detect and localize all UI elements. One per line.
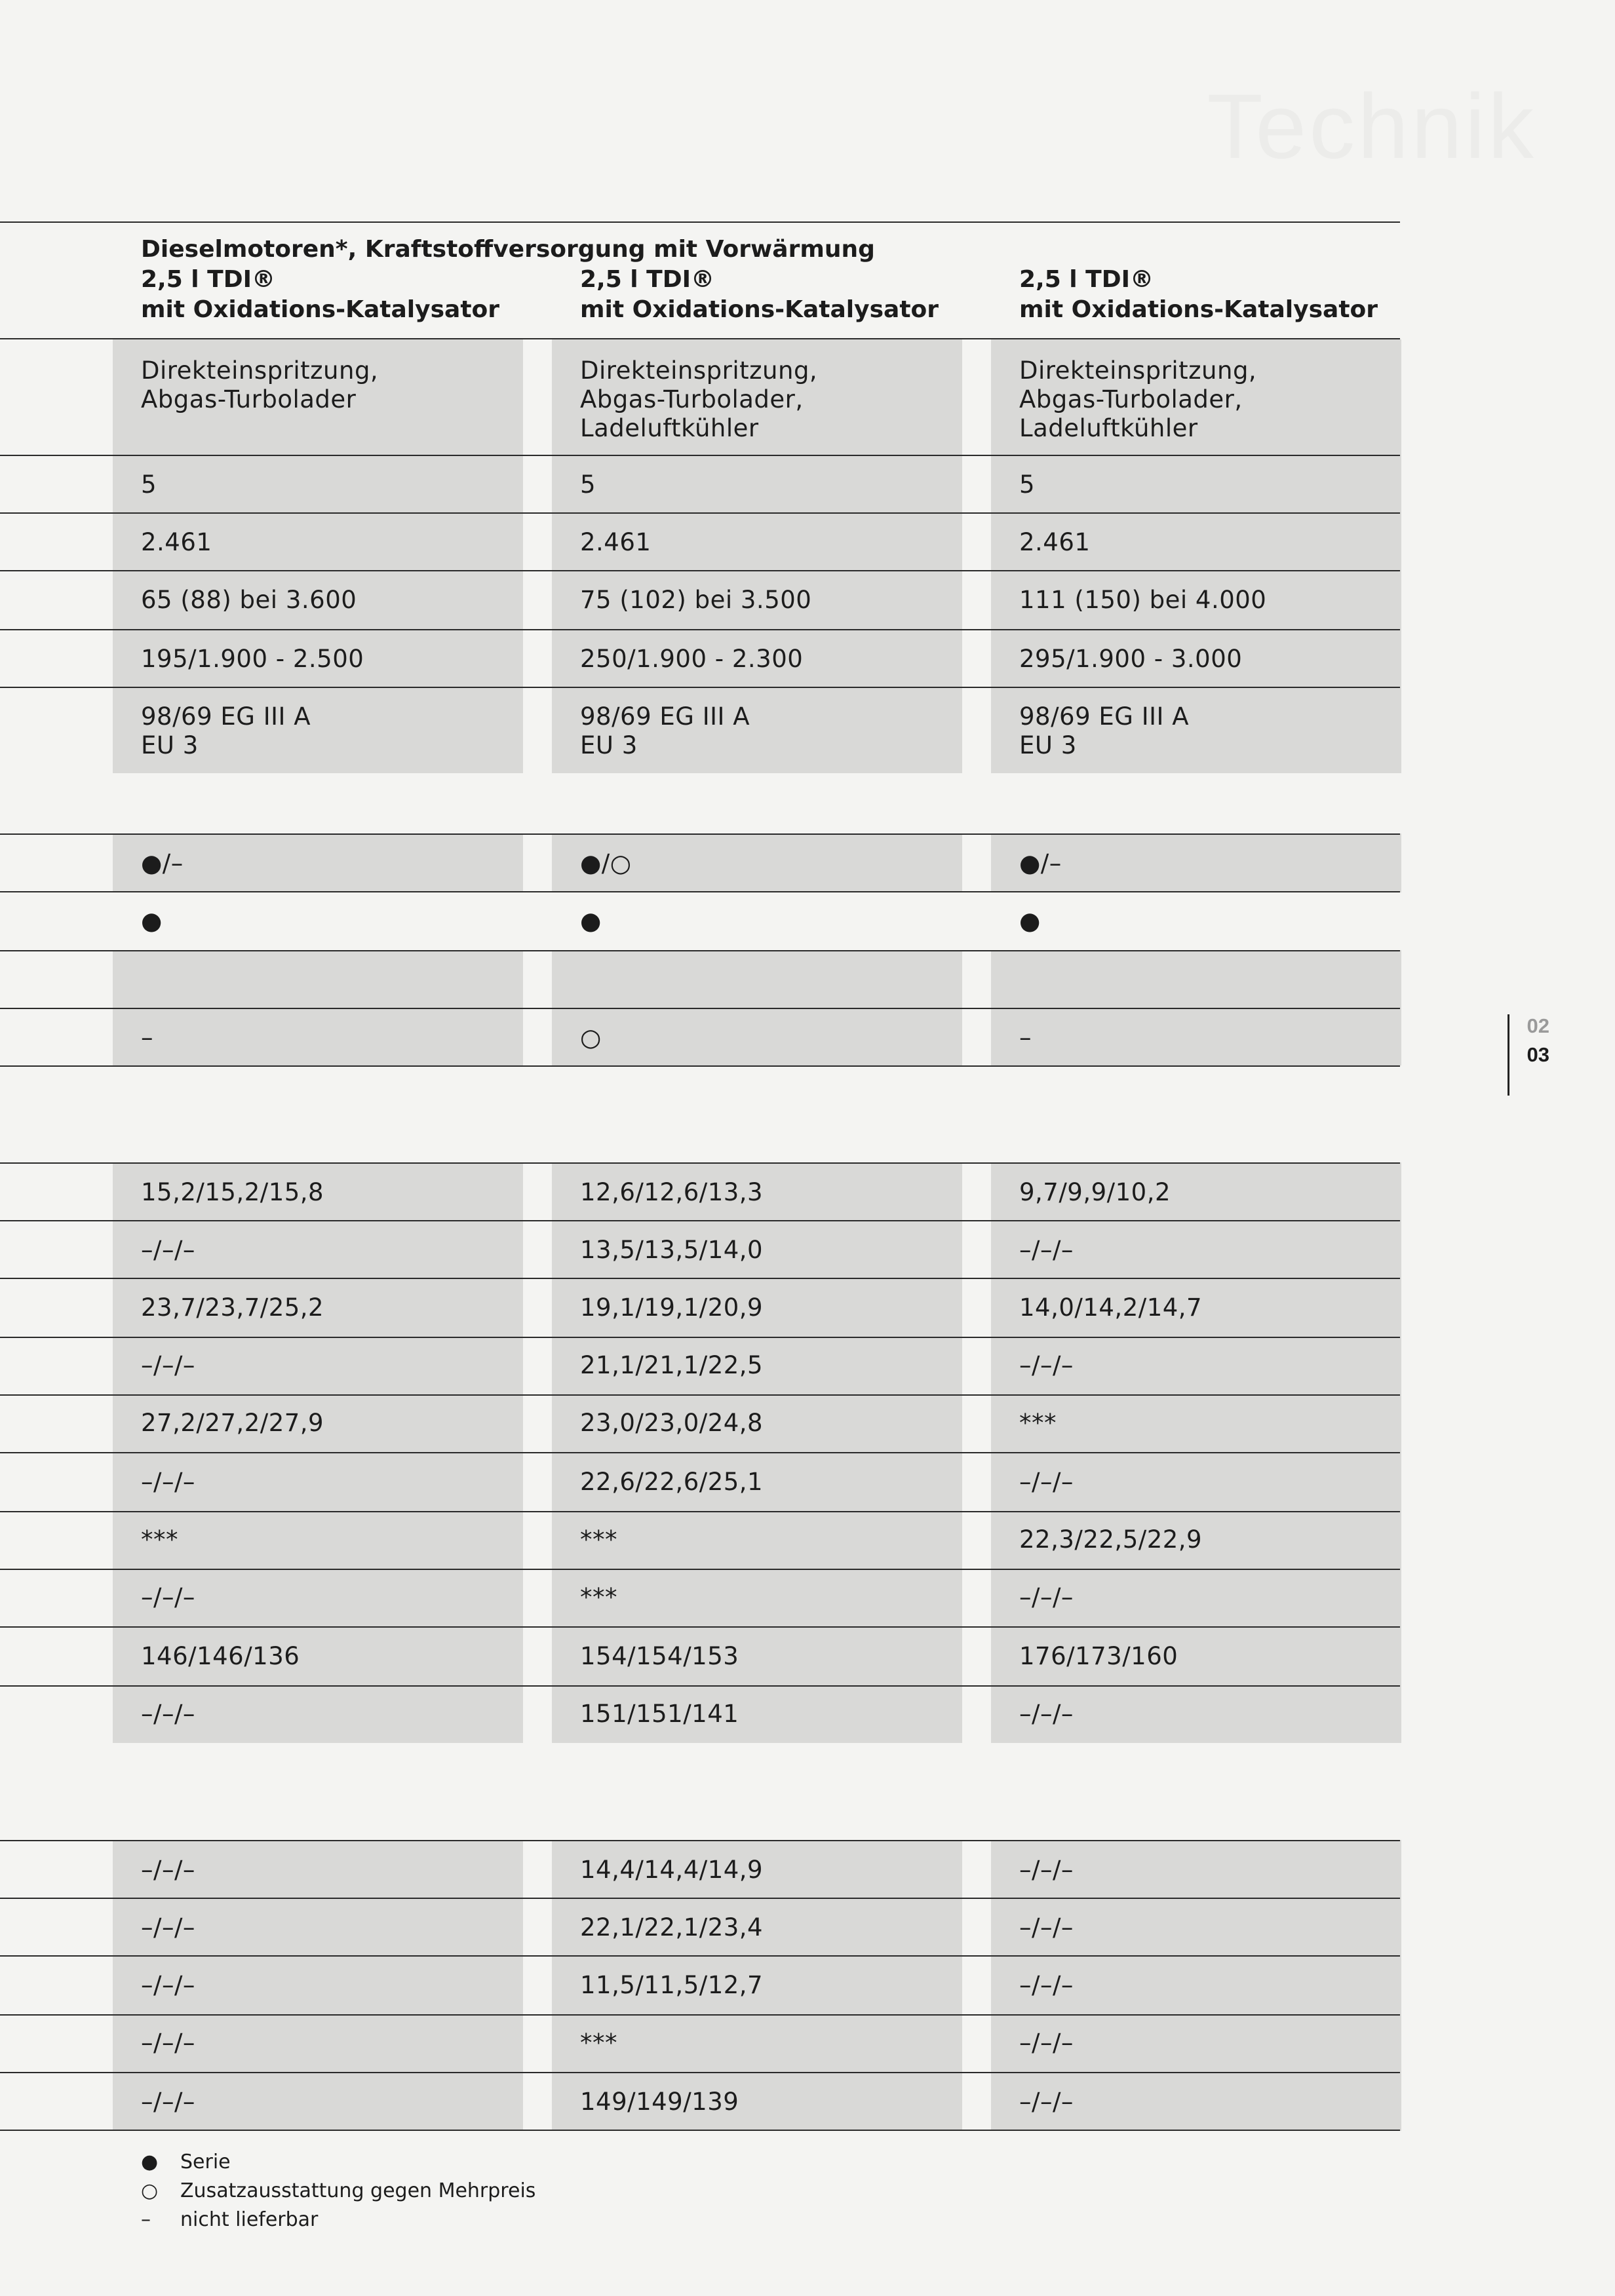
rule [0, 2014, 1400, 2016]
table-cell: –/–/– [141, 1351, 195, 1379]
table-cell: –/–/– [141, 2029, 195, 2057]
table-cell: Direkteinspritzung, Abgas-Turbolader, Ladeluftkühler [580, 356, 818, 442]
rule [0, 1685, 1400, 1687]
table-cell: –/–/– [1019, 1236, 1074, 1264]
rule [0, 512, 1400, 514]
table-cell: 146/146/136 [141, 1642, 300, 1670]
table-cell: ○ [580, 1024, 602, 1052]
table-cell: *** [141, 1525, 178, 1554]
table-cell: 98/69 EG III A EU 3 [580, 702, 750, 759]
table-cell: –/–/– [1019, 1700, 1074, 1728]
rule [0, 1394, 1400, 1396]
filled-dot-icon: ● [141, 2151, 159, 2173]
rule [0, 338, 1400, 339]
table-cell: ●/○ [580, 849, 632, 877]
table-cell: –/–/– [141, 1856, 195, 1884]
table-cell: –/–/– [1019, 2088, 1074, 2116]
rule [0, 1511, 1400, 1512]
table-cell: 176/173/160 [1019, 1642, 1178, 1670]
column-header-1-cat: mit Oxidations-Katalysator [141, 296, 500, 323]
table-cell: 23,7/23,7/25,2 [141, 1293, 324, 1322]
table-cell: Direkteinspritzung, Abgas-Turbolader [141, 356, 379, 413]
table-cell: ● [580, 907, 602, 935]
table-cell: *** [1019, 1409, 1057, 1437]
table-cell: 149/149/139 [580, 2088, 739, 2116]
table-cell: 9,7/9,9/10,2 [1019, 1178, 1171, 1206]
rule [0, 455, 1400, 456]
rule [0, 2130, 1400, 2131]
rule [0, 1840, 1400, 1841]
page-number-prev: 02 [1527, 1014, 1549, 1037]
table-cell: 98/69 EG III A EU 3 [141, 702, 311, 759]
table-cell: 111 (150) bei 4.000 [1019, 586, 1267, 614]
table-cell: –/–/– [1019, 1971, 1074, 1999]
page-number-current: 03 [1527, 1043, 1549, 1066]
table-cell: 250/1.900 - 2.300 [580, 645, 804, 673]
rule [0, 1162, 1400, 1164]
table-cell: 14,4/14,4/14,9 [580, 1856, 764, 1884]
table-cell: –/–/– [141, 2088, 195, 2116]
rule [0, 570, 1400, 571]
table-cell: 15,2/15,2/15,8 [141, 1178, 324, 1206]
table-cell: 2.461 [1019, 528, 1091, 556]
table-cell: –/–/– [1019, 2029, 1074, 2057]
table-cell: 12,6/12,6/13,3 [580, 1178, 764, 1206]
table-cell: 295/1.900 - 3.000 [1019, 645, 1243, 673]
rule [0, 1220, 1400, 1221]
table-cell: 13,5/13,5/14,0 [580, 1236, 764, 1264]
column-header-2-engine: 2,5 l TDI® [580, 266, 715, 293]
table-cell: –/–/– [141, 1913, 195, 1942]
rule [0, 629, 1400, 630]
table-cell: 22,6/22,6/25,1 [580, 1468, 764, 1496]
table-cell: *** [580, 1525, 617, 1554]
table-cell: –/–/– [1019, 1583, 1074, 1611]
table-cell: 11,5/11,5/12,7 [580, 1971, 764, 1999]
column-header-1-engine: 2,5 l TDI® [141, 266, 276, 293]
table-cell: 2.461 [141, 528, 212, 556]
table-cell: ● [141, 907, 163, 935]
rule [0, 1626, 1400, 1628]
column-header-3-engine: 2,5 l TDI® [1019, 266, 1154, 293]
table-cell: 2.461 [580, 528, 652, 556]
table-cell: 154/154/153 [580, 1642, 739, 1670]
table-cell: – [141, 1024, 153, 1052]
legend-label: Zusatzausstattung gegen Mehrpreis [180, 2179, 536, 2202]
rule [0, 221, 1400, 223]
table-cell: –/–/– [141, 1236, 195, 1264]
legend-item-unavailable [141, 2208, 318, 2231]
table-cell: –/–/– [1019, 1468, 1074, 1496]
table-cell: –/–/– [1019, 1913, 1074, 1942]
rule [0, 891, 1400, 892]
table-cell: –/–/– [1019, 1856, 1074, 1884]
table-cell: 14,0/14,2/14,7 [1019, 1293, 1203, 1322]
table-cell: 27,2/27,2/27,9 [141, 1409, 324, 1437]
rule [0, 833, 1400, 835]
table-cell: 5 [141, 470, 157, 499]
table-cell: 5 [1019, 470, 1036, 499]
table-cell: 151/151/141 [580, 1700, 739, 1728]
dash-icon: – [141, 2208, 151, 2231]
table-cell: *** [580, 1583, 617, 1611]
table-cell: – [1019, 1024, 1032, 1052]
rule [0, 1452, 1400, 1453]
table-cell: ●/– [141, 849, 184, 877]
table-cell: 22,3/22,5/22,9 [1019, 1525, 1203, 1554]
table-cell: ●/– [1019, 849, 1062, 877]
legend-item-serie [141, 2151, 231, 2173]
table-cell: 21,1/21,1/22,5 [580, 1351, 764, 1379]
table-cell: Direkteinspritzung, Abgas-Turbolader, Ladeluftkühler [1019, 356, 1257, 442]
rule [0, 1955, 1400, 1957]
table-cell: ● [1019, 907, 1041, 935]
table-cell: –/–/– [1019, 1351, 1074, 1379]
legend-label: nicht lieferbar [180, 2208, 319, 2231]
rule [0, 687, 1400, 688]
table-cell: 75 (102) bei 3.500 [580, 586, 812, 614]
table-cell: 5 [580, 470, 596, 499]
rule [0, 2072, 1400, 2073]
table-cell: –/–/– [141, 1700, 195, 1728]
table-cell: –/–/– [141, 1583, 195, 1611]
table-cell: –/–/– [141, 1971, 195, 1999]
rule [0, 1898, 1400, 1899]
rule [0, 1569, 1400, 1570]
rule [0, 1278, 1400, 1279]
rule [0, 1337, 1400, 1338]
hollow-circle-icon: ○ [141, 2179, 159, 2202]
page-title: Technik [1207, 75, 1536, 178]
table-cell: 22,1/22,1/23,4 [580, 1913, 764, 1942]
column-header-2-cat: mit Oxidations-Katalysator [580, 296, 939, 323]
table-cell: 98/69 EG III A EU 3 [1019, 702, 1190, 759]
column-header-3-cat: mit Oxidations-Katalysator [1019, 296, 1378, 323]
rule [0, 1008, 1400, 1009]
page-number-divider [1508, 1014, 1509, 1096]
table-cell: *** [580, 2029, 617, 2057]
table-cell: –/–/– [141, 1468, 195, 1496]
table-cell: 19,1/19,1/20,9 [580, 1293, 764, 1322]
table-heading: Dieselmotoren*, Kraftstoffversorgung mit Vorwärmung [141, 236, 875, 263]
legend-label: Serie [180, 2151, 231, 2173]
legend-item-option [141, 2179, 535, 2202]
table-cell: 23,0/23,0/24,8 [580, 1409, 764, 1437]
table-cell: 195/1.900 - 2.500 [141, 645, 364, 673]
rule [0, 950, 1400, 951]
table-cell: 65 (88) bei 3.600 [141, 586, 357, 614]
rule [0, 1065, 1400, 1067]
